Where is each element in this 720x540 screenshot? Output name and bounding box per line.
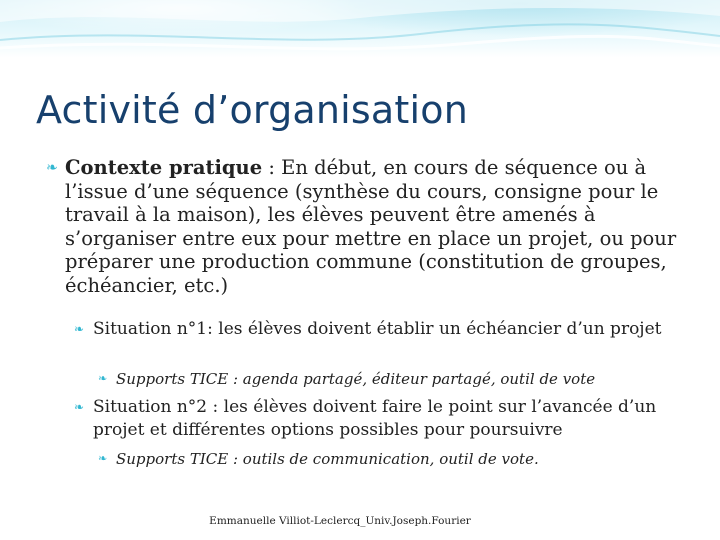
- situation-1-bullet: [74, 318, 710, 341]
- situation-2-support: [98, 449, 710, 469]
- context-lead: Contexte pratique: [65, 156, 263, 179]
- author-footer: Emmanuelle Villiot-Leclercq_Univ.Joseph.Fourier: [209, 515, 471, 527]
- leaf-bullet-icon: ❧: [74, 322, 85, 336]
- situation-1-support: [98, 369, 710, 389]
- situation-2-text: Situation n°2 : les élèves doivent faire le point sur l’avancée d’un projet et différentes options possibles pour poursuivre: [93, 397, 657, 440]
- context-text: [65, 156, 710, 297]
- situation-1-text: Situation n°1: les élèves doivent établir un échéancier d’un projet: [93, 319, 662, 339]
- context-bullet: [46, 156, 710, 297]
- leaf-bullet-icon: ❧: [98, 452, 108, 465]
- slide-title: Activité d’organisation: [36, 88, 469, 132]
- wave-decoration-icon: [0, 0, 720, 60]
- leaf-bullet-icon: ❧: [74, 400, 85, 414]
- situation-2-support-text: Supports TICE : outils de communication, outil de vote.: [116, 450, 539, 468]
- context-body: : En début, en cours de séquence ou à l’issue d’une séquence (synthèse du cours, consigne pour le travail à la maison), les élèves peuvent être amenés à s’organiser entre eux pour mettre en place un projet, ou pour préparer une production commune (constitution de groupes, échéancier, etc.): [65, 156, 677, 297]
- situation-2-bullet: [74, 396, 710, 442]
- leaf-bullet-icon: ❧: [46, 160, 58, 176]
- situation-1-support-text: Supports TICE : agenda partagé, éditeur partagé, outil de vote: [116, 370, 596, 388]
- header-decoration: [0, 0, 720, 58]
- leaf-bullet-icon: ❧: [98, 372, 108, 385]
